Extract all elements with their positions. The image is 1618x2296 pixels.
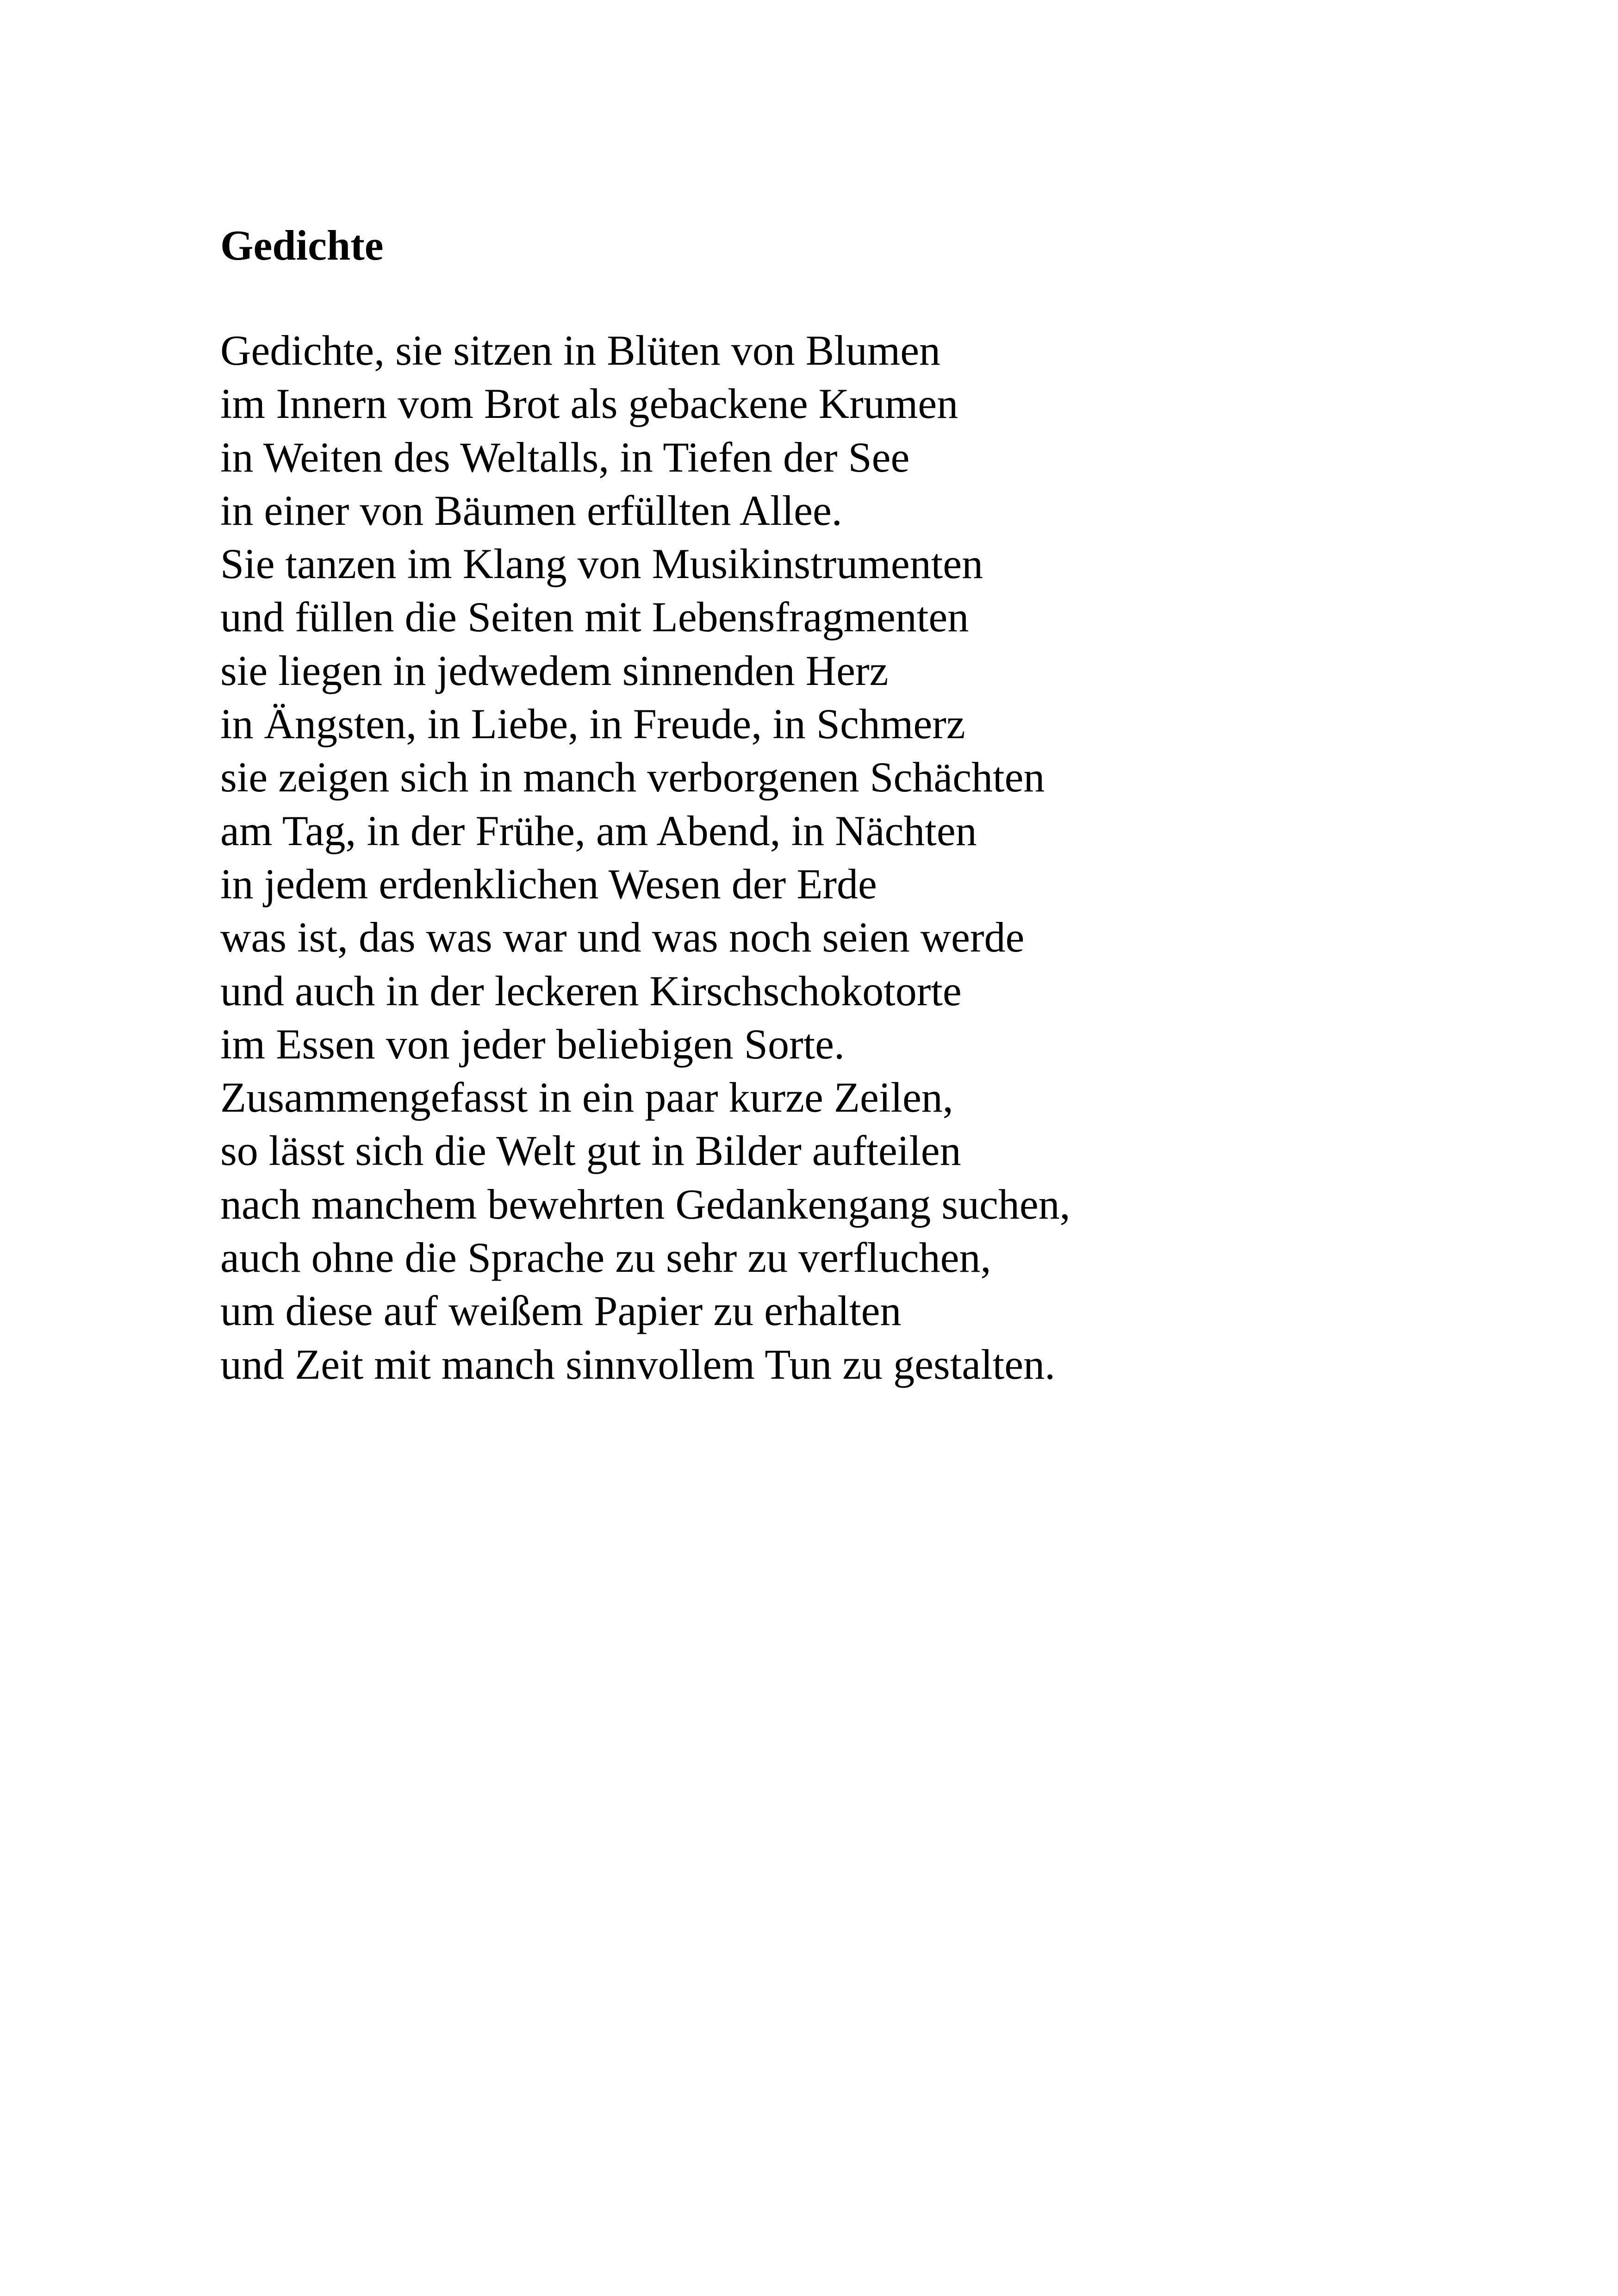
poem-line: und Zeit mit manch sinnvollem Tun zu gestalten. bbox=[220, 1340, 1056, 1388]
poem-line: und auch in der leckeren Kirschschokotorte bbox=[220, 967, 962, 1014]
poem-body bbox=[220, 324, 1070, 1391]
poem-line: in einer von Bäumen erfüllten Allee. bbox=[220, 486, 842, 534]
poem-line: und füllen die Seiten mit Lebensfragmenten bbox=[220, 593, 969, 641]
poem-line: in jedem erdenklichen Wesen der Erde bbox=[220, 860, 877, 908]
poem-line: Sie tanzen im Klang von Musikinstrumenten bbox=[220, 540, 983, 588]
poem-line: um diese auf weißem Papier zu erhalten bbox=[220, 1287, 902, 1335]
poem-line: Zusammengefasst in ein paar kurze Zeilen, bbox=[220, 1074, 953, 1121]
poem-line: Gedichte, sie sitzen in Blüten von Blumen bbox=[220, 327, 941, 374]
poem-title: Gedichte bbox=[220, 222, 384, 269]
poem-line: im Essen von jeder beliebigen Sorte. bbox=[220, 1020, 845, 1068]
poem-line: so lässt sich die Welt gut in Bilder aufteilen bbox=[220, 1127, 961, 1175]
poem-line: was ist, das was war und was noch seien werde bbox=[220, 914, 1025, 961]
poem-line: auch ohne die Sprache zu sehr zu verfluchen, bbox=[220, 1234, 991, 1282]
poem-line: im Innern vom Brot als gebackene Krumen bbox=[220, 380, 958, 428]
poem-line: in Weiten des Weltalls, in Tiefen der See bbox=[220, 433, 910, 481]
poem-line: sie liegen in jedwedem sinnenden Herz bbox=[220, 647, 889, 694]
poem-line: nach manchem bewehrten Gedankengang suchen, bbox=[220, 1180, 1070, 1228]
poem-line: in Ängsten, in Liebe, in Freude, in Schmerz bbox=[220, 700, 965, 748]
poem-line: sie zeigen sich in manch verborgenen Schächten bbox=[220, 753, 1045, 801]
poem-line: am Tag, in der Frühe, am Abend, in Nächten bbox=[220, 807, 977, 854]
